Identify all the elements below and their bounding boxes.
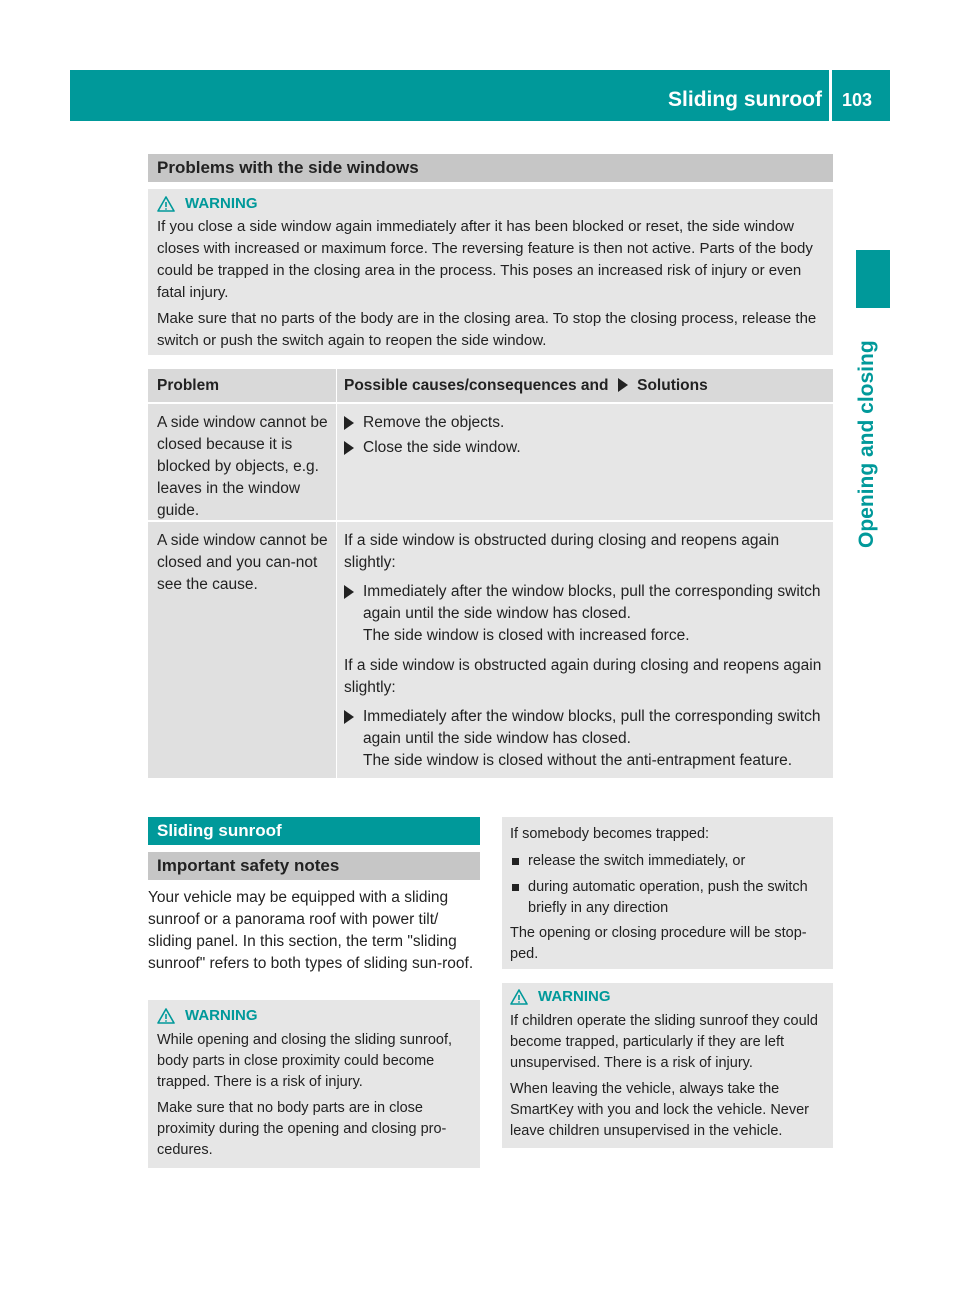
warning-heading bbox=[157, 1007, 474, 1024]
warning-text: While opening and closing the sliding sunroof, body parts in close proximity could become trapped. There is a risk of injury. bbox=[157, 1032, 453, 1090]
chapter-tab-marker bbox=[856, 250, 890, 308]
subsection-title-safety-notes: Important safety notes bbox=[148, 852, 480, 880]
warning-triangle-icon bbox=[510, 989, 528, 1005]
table-row-1-solutions bbox=[337, 404, 833, 520]
step-note: The side window is closed with increased force. bbox=[363, 627, 690, 644]
arrow-right-icon bbox=[344, 416, 354, 430]
table-header-problem: Problem bbox=[148, 369, 336, 402]
trapped-info-box bbox=[502, 817, 833, 969]
step-item: Immediately after the window blocks, pull the corresponding switch again until the side window has closed. The side window is closed with increased force. bbox=[344, 581, 829, 647]
arrow-right-icon bbox=[344, 441, 354, 455]
step-item: Remove the objects. bbox=[344, 412, 825, 434]
chapter-tab-label: Opening and closing bbox=[855, 340, 878, 548]
warning-text: Make sure that no body parts are in close proximity during the opening and closing pro-cedures. bbox=[157, 1100, 447, 1158]
arrow-right-icon bbox=[344, 710, 354, 724]
warning-label: WARNING bbox=[538, 988, 611, 1005]
warning-triangle-icon bbox=[157, 1008, 175, 1024]
sunroof-intro: Your vehicle may be equipped with a sliding sunroof or a panorama roof with power tilt/ sliding panel. In this section, the term "sliding sunroof" refers to both types of sliding sun-roof. bbox=[148, 889, 474, 972]
page-number: 103 bbox=[842, 90, 873, 110]
table-row-1-problem: A side window cannot be closed because it is blocked by objects, e.g. leaves in the window guide. bbox=[148, 404, 336, 520]
warning-label: WARNING bbox=[185, 1007, 258, 1024]
table-header-solutions bbox=[337, 369, 833, 402]
step-item: Close the side window. bbox=[344, 437, 825, 459]
list-item: during automatic operation, push the switch briefly in any direction bbox=[510, 877, 828, 919]
table-header-causes: Possible causes/consequences and bbox=[344, 377, 609, 394]
trapped-outro: The opening or closing procedure will be stop-ped. bbox=[510, 925, 807, 962]
table-row-2-problem: A side window cannot be closed and you can-not see the cause. bbox=[148, 522, 336, 778]
page-header-title: Sliding sunroof bbox=[668, 88, 822, 111]
table-header-solutions-label: Solutions bbox=[637, 377, 708, 394]
warning-text: If children operate the sliding sunroof they could become trapped, particularly if they are left unsupervised. There is a risk of injury. bbox=[510, 1013, 818, 1071]
section-title-sliding-sunroof: Sliding sunroof bbox=[148, 817, 480, 845]
table-row-2-solutions bbox=[337, 522, 833, 778]
solution-intro: If a side window is obstructed during closing and reopens again slightly: bbox=[344, 532, 780, 571]
warning-box-children bbox=[502, 983, 833, 1148]
header-separator bbox=[829, 70, 832, 121]
step-note: The side window is closed without the anti-entrapment feature. bbox=[363, 752, 793, 769]
warning-box-side-windows bbox=[148, 189, 833, 355]
warning-label: WARNING bbox=[185, 195, 258, 212]
section-title-problems: Problems with the side windows bbox=[148, 154, 833, 182]
warning-text: Make sure that no parts of the body are in the closing area. To stop the closing process, release the switch or push the switch again to reopen the side window. bbox=[157, 310, 817, 349]
list-item: release the switch immediately, or bbox=[510, 851, 828, 872]
step-item: Immediately after the window blocks, pull the corresponding switch again until the side window has closed. The side window is closed without the anti-entrapment feature. bbox=[344, 706, 829, 772]
warning-heading bbox=[157, 195, 825, 212]
solution-intro: If a side window is obstructed again during closing and reopens again slightly: bbox=[344, 657, 822, 696]
warning-text: When leaving the vehicle, always take the SmartKey with you and lock the vehicle. Never leave children unsupervised in the vehicle. bbox=[510, 1081, 809, 1139]
warning-triangle-icon bbox=[157, 196, 175, 212]
trapped-bullets bbox=[510, 851, 828, 919]
trapped-intro: If somebody becomes trapped: bbox=[510, 826, 710, 842]
arrow-right-icon bbox=[344, 585, 354, 599]
arrow-right-icon bbox=[618, 378, 628, 392]
warning-heading bbox=[510, 988, 828, 1005]
warning-box-sunroof bbox=[148, 1000, 480, 1168]
warning-text: If you close a side window again immediately after it has been blocked or reset, the side window closes with increased or maximum force. The reversing feature is then not active. Parts of the body could be trapped in the closing area in the process. This poses an increased risk of injury or even fatal injury. bbox=[157, 218, 813, 301]
